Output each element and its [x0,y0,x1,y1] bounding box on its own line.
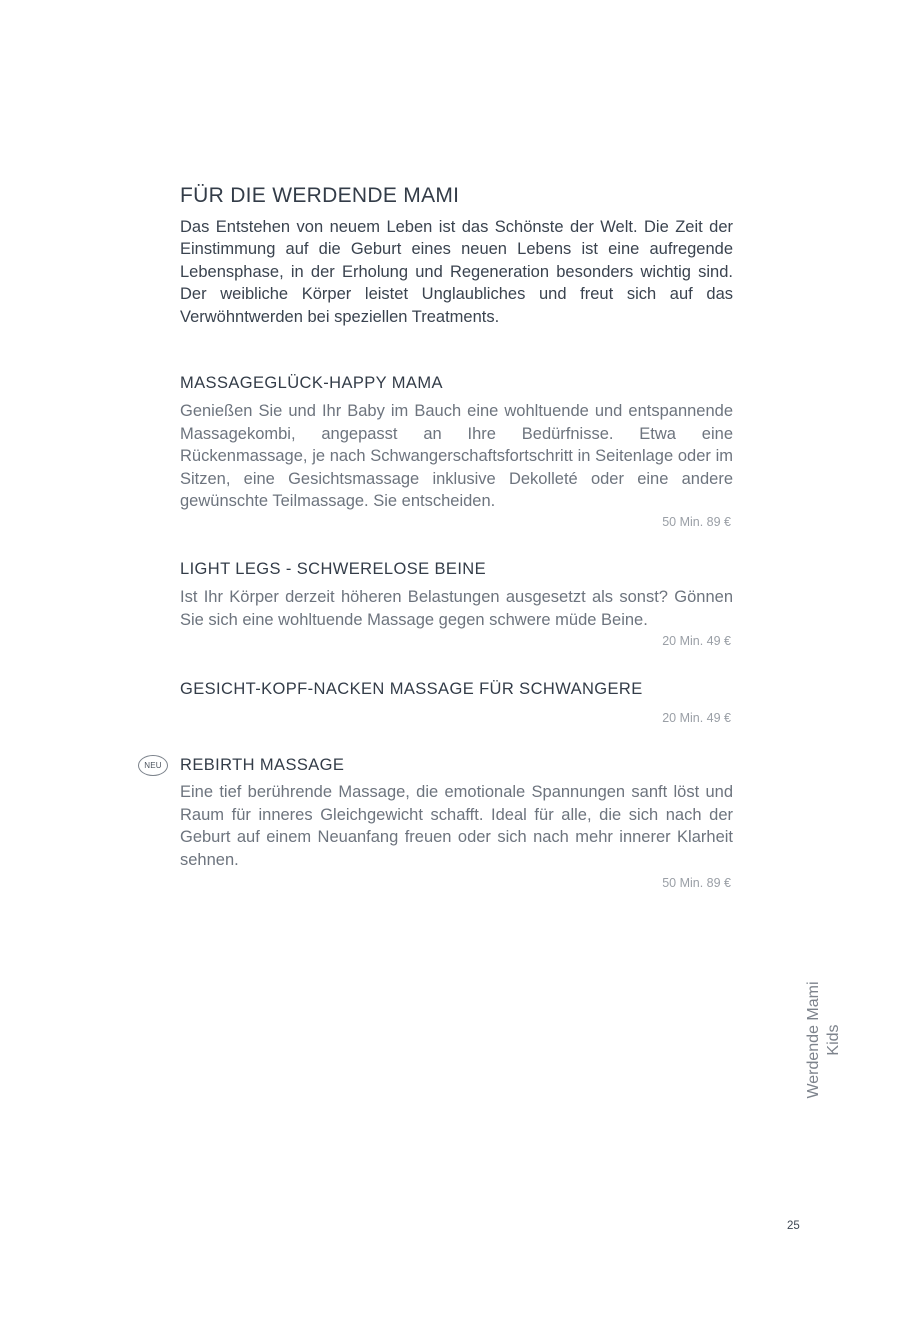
page-title: FÜR DIE WERDENDE MAMI [180,184,460,207]
treatment-2-description: Ist Ihr Körper derzeit höheren Belastungen ausgesetzt als sonst? Gönnen Sie sich eine wohltuende Massage gegen schwere müde Beine. [180,588,733,629]
treatment-2-price: 20 Min. 49 € [662,634,731,648]
treatment-1-heading: MASSAGEGLÜCK-HAPPY MAMA [180,374,443,392]
treatment-1-description: Genießen Sie und Ihr Baby im Bauch eine wohltuende und entspannende Massagekombi, angepasst an Ihre Bedürfnisse. Etwa eine Rückenmassage, je nach Schwangerschaftsfortschritt in Seitenlage oder im Sitzen, eine Gesichtsmassage inklusive Dekolleté oder eine andere gewünschte Teilmassage. Sie entscheiden. [180,402,733,511]
treatment-2-heading: LIGHT LEGS - SCHWERELOSE BEINE [180,560,487,578]
treatment-4-price: 50 Min. 89 € [662,876,731,890]
page-number: 25 [787,1220,800,1232]
new-badge: NEU [138,755,168,776]
intro-text: Das Entstehen von neuem Leben ist das Schönste der Welt. Die Zeit der Einstimmung auf die Geburt eines neuen Lebens ist eine aufregende Lebensphase, in der Erholung und Regeneration besonders wichtig sind. Der weibliche Körper leistet Unglaubliches und freut sich auf das Verwöhntwerden bei speziellen Treatments. [180,218,733,326]
treatment-4-heading: REBIRTH MASSAGE [180,756,345,774]
treatment-1-price: 50 Min. 89 € [662,515,731,529]
treatment-3-price: 20 Min. 49 € [662,711,731,725]
side-label-line-1: Werdende Mami [805,981,822,1099]
side-section-label [804,981,844,1098]
treatment-4-description: Eine tief berührende Massage, die emotionale Spannungen sanft löst und Raum für inneres Gleichgewicht schafft. Ideal für alle, die sich nach der Geburt auf einem Neuanfang freuen oder sich nach mehr innerer Klarheit sehnen. [180,783,733,869]
treatment-3-heading: GESICHT-KOPF-NACKEN MASSAGE FÜR SCHWANGERE [180,680,643,698]
side-label-line-2: Kids [825,1024,842,1056]
